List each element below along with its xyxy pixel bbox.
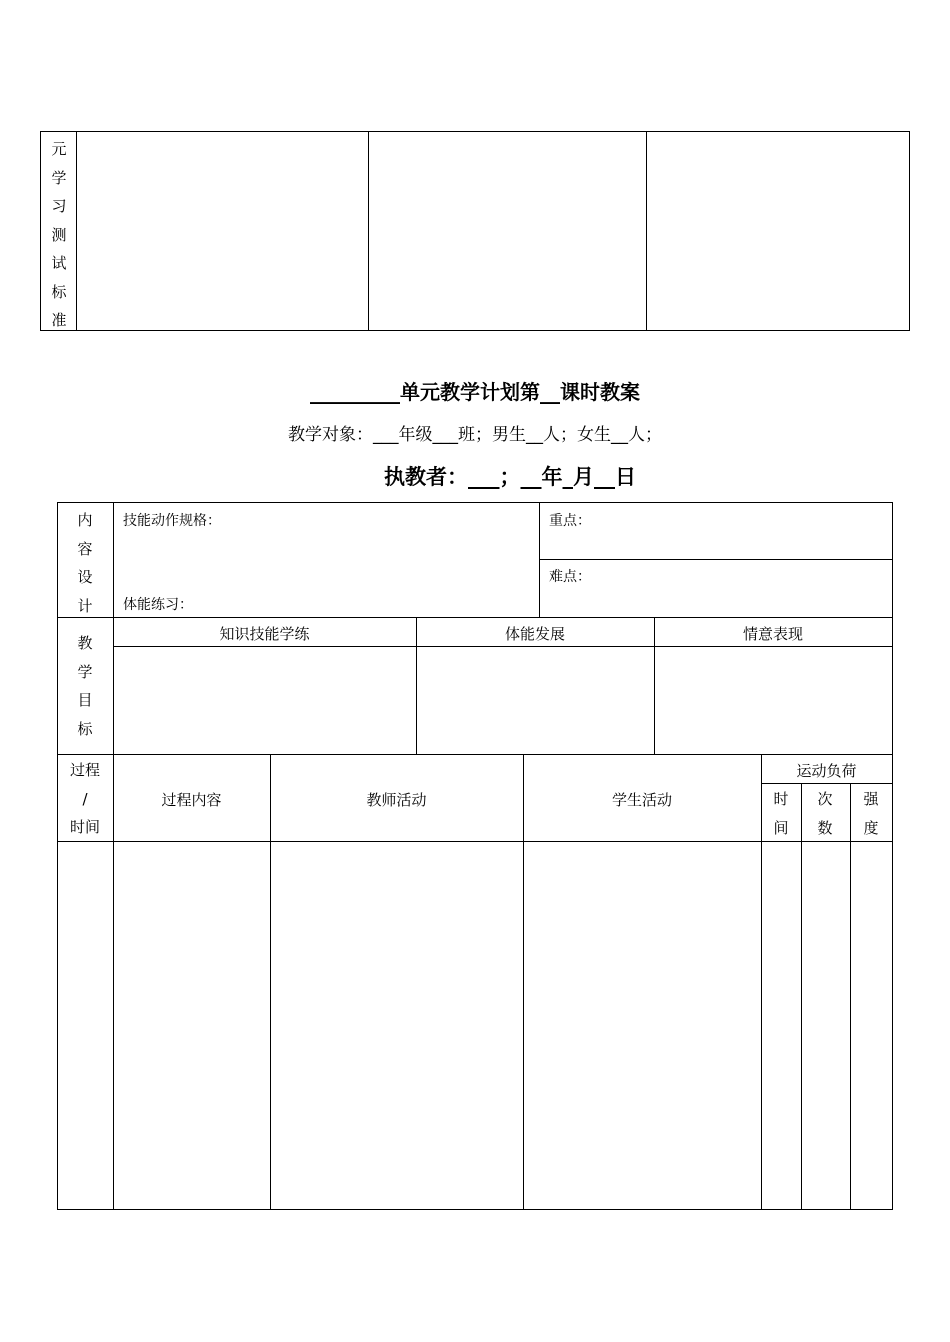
student-activity-cell[interactable]	[524, 842, 761, 1208]
unit-test-cell-3[interactable]	[647, 132, 908, 330]
teacher-activity-header: 教师活动	[366, 791, 427, 809]
process-content-header: 过程内容	[161, 791, 222, 809]
goal-header-knowledge-skill: 知识技能学练	[219, 625, 310, 643]
process-content-cell[interactable]	[114, 842, 270, 1208]
unit-test-cell-1[interactable]	[77, 132, 367, 330]
process-time-cell[interactable]	[58, 842, 113, 1208]
lesson-audience-line: 教学对象：___年级___班；男生__人；女生__人；	[288, 425, 662, 445]
load-intensity-cell[interactable]	[851, 842, 892, 1208]
teacher-activity-cell[interactable]	[271, 842, 523, 1208]
load-time-cell[interactable]	[762, 842, 801, 1208]
key-point-label: 重点：	[549, 513, 591, 529]
process-time-header: 过程 / 时间	[69, 761, 100, 836]
load-count-header: 次 数	[817, 790, 833, 837]
lesson-plan-title: _________单元教学计划第__课时教案	[310, 380, 640, 404]
load-intensity-header: 强 度	[863, 790, 879, 837]
student-activity-header: 学生活动	[611, 791, 672, 809]
load-time-header: 时 间	[773, 790, 789, 837]
exercise-load-header: 运动负荷	[796, 762, 857, 780]
teacher-date-line: 执教者：___；__年_月__日	[384, 465, 636, 489]
load-count-cell[interactable]	[802, 842, 850, 1208]
goal-header-affective: 情意表现	[742, 625, 803, 643]
difficulty-label: 难点：	[549, 569, 591, 585]
teaching-goals-label: 教 学 目 标	[77, 634, 93, 738]
goal-header-fitness: 体能发展	[504, 625, 565, 643]
unit-test-cell-2[interactable]	[369, 132, 645, 330]
fitness-practice-label: 体能练习：	[123, 597, 193, 613]
content-design-label: 内 容 设 计	[77, 511, 93, 615]
skill-spec-label: 技能动作规格：	[123, 513, 221, 529]
unit-test-standard-label: 元 学 习 测 试 标 准	[51, 140, 67, 329]
